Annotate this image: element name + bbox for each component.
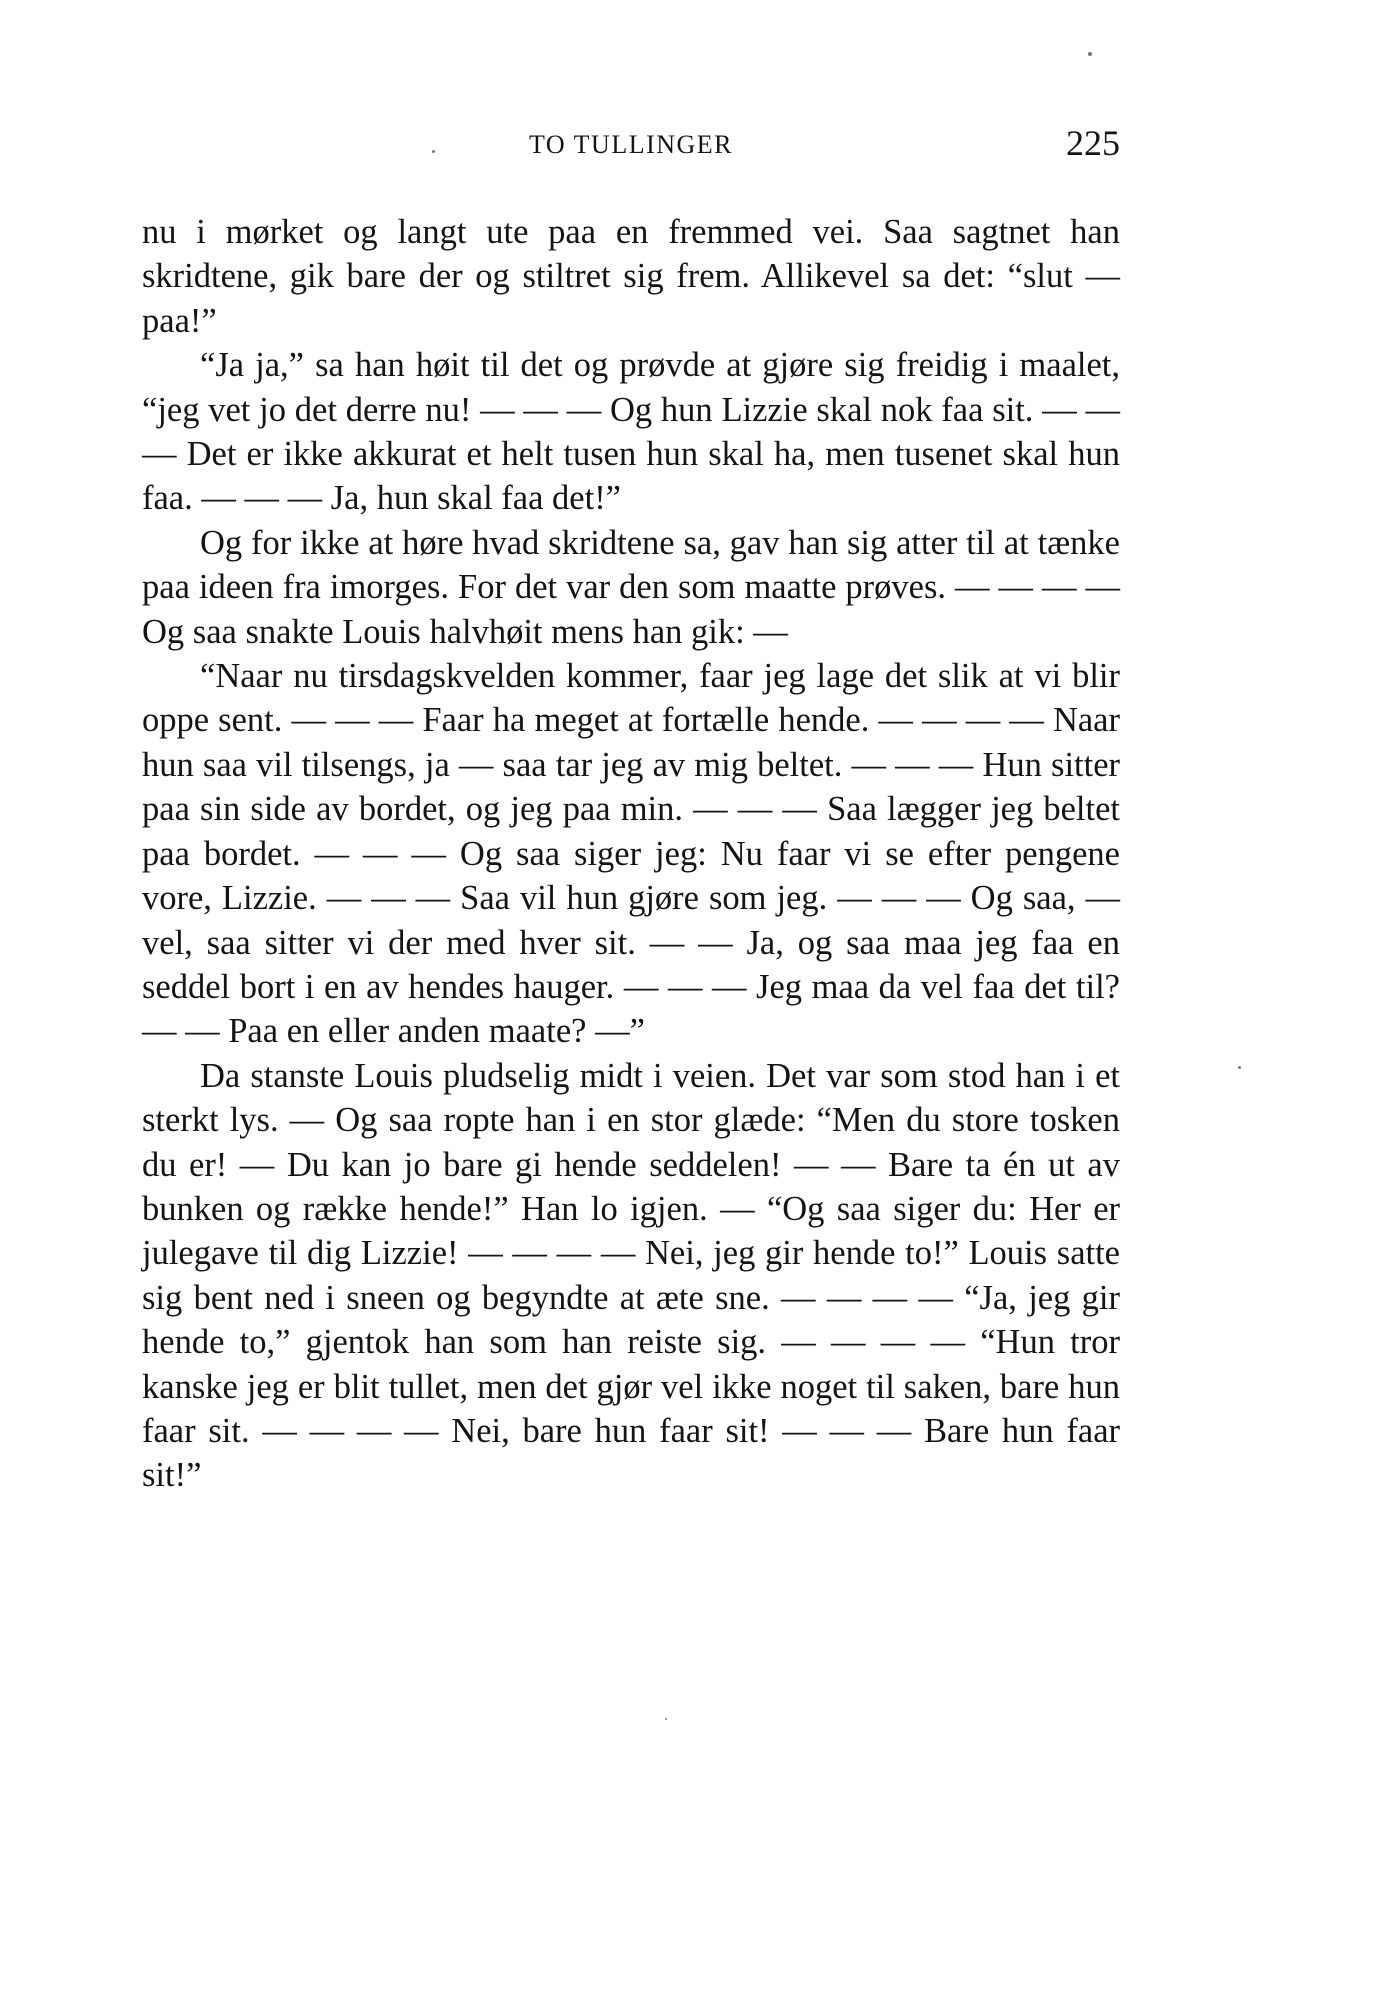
page-number: 225	[1066, 123, 1120, 163]
page-header	[142, 122, 1120, 162]
paper-speck	[432, 150, 435, 153]
paragraph-4: “Naar nu tirsdagskvelden kommer, faar jeg lage det slik at vi blir oppe sent. — — — Faar ha meget at fortælle hende. — — — — Naar hun saa vil tilsengs, ja — saa tar jeg av mig beltet. — — — Hun sitter paa sin side av bordet, og jeg paa min. — — — Saa lægger jeg beltet paa bordet. — — — Og saa siger jeg: Nu faar vi se efter pengene vore, Lizzie. — — — Saa vil hun gjøre som jeg. — — — Og saa, — vel, saa sitter vi der med hver sit. — — Ja, og saa maa jeg faa en seddel bort i en av hendes hauger. — — — Jeg maa da vel faa det til? — — Paa en eller anden maate? —”	[142, 657, 1120, 1051]
paragraph-1: nu i mørket og langt ute paa en fremmed vei. Saa sagtnet han skridtene, gik bare der og stiltret sig frem. Allikevel sa det: “slut — paa!”	[142, 213, 1120, 340]
paragraph-5: Da stanste Louis pludselig midt i veien. Det var som stod han i et sterkt lys. — Og saa ropte han i en stor glæde: “Men du store tosken du er! — Du kan jo bare gi hende seddelen! — — Bare ta én ut av bunken og række hende!” Han lo igjen. — “Og saa siger du: Her er julegave til dig Lizzie! — — — — Nei, jeg gir hende to!” Louis satte sig bent ned i sneen og begyndte at æte sne. — — — — “Ja, jeg gir hende to,” gjentok han som han reiste sig. — — — — “Hun tror kanske jeg er blit tullet, men det gjør vel ikke noget til saken, bare hun faar sit. — — — — Nei, bare hun faar sit! — — — Bare hun faar sit!”	[142, 1056, 1120, 1495]
body-text	[142, 210, 1120, 1498]
paper-speck	[1238, 1066, 1241, 1069]
paragraph-2: “Ja ja,” sa han høit til det og prøvde at gjøre sig freidig i maalet, “jeg vet jo det derre nu! — — — Og hun Lizzie skal nok faa sit. — — — Det er ikke akkurat et helt tusen hun skal ha, men tusenet skal hun faa. — — — Ja, hun skal faa det!”	[142, 346, 1120, 518]
running-title: TO TULLINGER	[528, 130, 734, 159]
paragraph-3: Og for ikke at høre hvad skridtene sa, gav han sig atter til at tænke paa ideen fra imorges. For det var den som maatte prøves. — — — — Og saa snakte Louis halvhøit mens han gik: —	[142, 523, 1120, 651]
paper-speck	[665, 1718, 667, 1720]
paper-speck	[1088, 52, 1092, 56]
